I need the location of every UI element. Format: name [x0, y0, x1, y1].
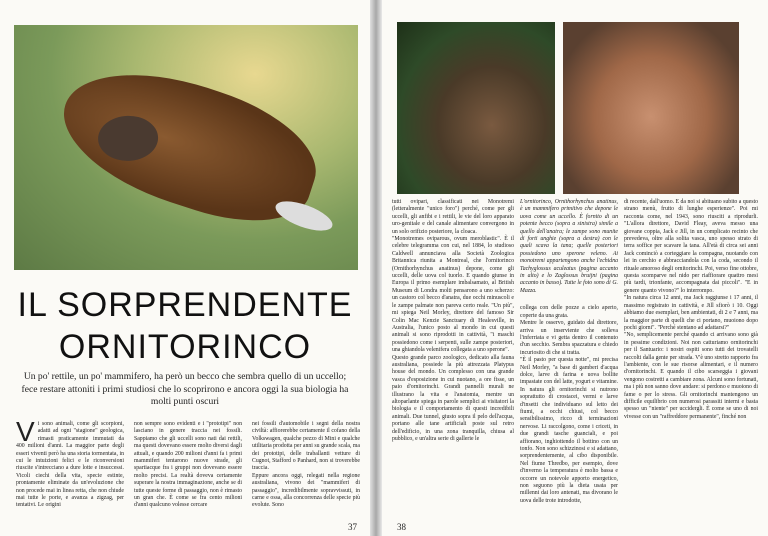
column-text: i sono animali, come gli scorpioni, adatti ad ogni "stagione" geologica, rimasti praticamente immutati da 400 milioni d'anni. La maggior parte degli esseri viventi però ha una storia tormentata, in cui le intuizioni felici e le riconversioni riuscite s'intrecciano a dure lotte e insuccessi. Vicoli ciechi della vita, specie estinte, prontamente eliminate da un'evoluzione che non procede mai in linea retta, che non chiude mai tutte le porte, e avanza a zigzag, per tentativi. Le origini [16, 421, 124, 509]
page-number: 37 [348, 522, 357, 532]
platypus-claws-photo [563, 22, 739, 194]
book-gutter [370, 0, 382, 536]
body-column-1 [16, 416, 124, 510]
platypus-bill-photo [397, 22, 555, 194]
left-page [0, 0, 370, 536]
article-title-line2: ORNITORINCO [58, 328, 312, 366]
right-page [382, 0, 768, 536]
platypus-swimming-photo [14, 25, 358, 270]
body-column-1: tutti ovipari, classificati nei Monotremi (letteralmente "unico foro") perché, come per gli uccelli, gli anfibi e i rettili, le vie del loro apparato uro-genitale e del canale alimentare convergono in un solo orifizio posteriore, la cloaca. "Monotremes oviparous, ovum meroblastic". È il celebre telegramma con cui, nel 1884, lo studioso Caldwell annunciava alla Società Zoologica Britannica riunita a Montreal, che l'ornitorinco (Ornithorhynchus anatinus) depone, come gli uccelli, delle uova col tuorlo. E quando giunse in Europa il primo esemplare imbalsamato, al British Museum di Londra molti pensarono a uno scherzo: un castoro col becco d'anatra, due occhi minuscoli e le zampe palmate non pareva certo reale. "Un più", mi spiega Neil Morley, direttore del famoso Sir Colin Mac Kenzie Sanctuary di Healesville, in Australia, l'unico posto al mondo in cui questi animali si sono riprodotti in cattività, "i maschi possiedono come i serpenti, sulle zampe posteriori, una ghiandola velenifera collegata a uno sperone". Questo grande parco zoologico, dedicato alla fauna australiana, possiede la più attrezzata Platypus house del mondo. Un complesso con una grande vasca d'esposizione in cui nuotano, a ore fisse, un paio d'ornitorinchi. Grandi pannelli murali ne illustrano la vita e l'anatomia, mentre un altoparlante spiega in parole semplici ai visitatori la biologia e il comportamento di questi incredibili animali. Due tunnel, giusto sopra il pelo dell'acqua, portano alle tane artificiali poste sul retro dell'edificio, in una zona tranquilla, chiusa al pubblico, e un'altra serie di gallerie le [392, 199, 514, 442]
photo-caption: L'ornitorinco, Ornithorhynchus anatinus, è un mammifero primitivo che depone le uova come un uccello. È fornito di un potente becco (sopra a sinistra) simile a quello dell'anatra; le zampe sono munite di forti unghie (sopra a destra) con le quali scava la tana; quelle posteriori possiedono uno sperone veleno. Ai monotremi appartengono anche l'echidna Tachyglossus aculeatus (pagina accanto in alto) e lo Zaglossus bruijni (pagina accanto in basso). Tutte le foto sono di G. Mazza. [520, 199, 618, 294]
article-title-line1: IL SORPRENDENTE [17, 286, 353, 324]
body-column-2-wrap [520, 199, 618, 505]
body-column-3: nei fossili d'automobile i segni della nostra civiltà: affiorerebbe certamente il cofano della Volkswagen, qualche pezzo di Mini e qualche utilitaria prodotta per anni su grande scala, ma dei prototipi, delle traballanti vetture di Cugnot, Stafford o Panhard, non si troverebbe traccia. Eppure ancora oggi, relegati nella regione australiana, vivono dei "mammiferi di passaggio", incredibilmente sopravvissuti, in carne e ossa, alla concorrenza delle specie più evolute. Sono [252, 421, 360, 509]
body-column-2: non sempre sono evidenti e i "prototipi" non lasciano in genere traccia nei fossili. Sappiamo che gli uccelli sono nati dai rettili, ma questi dovevano essere molto diversi dagli attuali, e quando 200 milioni d'anni fa i primi mammiferi tentarono nuove strade, gli spartiacque fra i gruppi non dovevano essere molto precisi. La realtà doveva certamente superare la nostra immaginazione, anche se di tutte queste forme di passaggio, non è rimasto un gran che. È come se fra cento milioni d'anni qualcuno volesse cercare [134, 421, 242, 509]
drop-cap: V [16, 416, 35, 447]
body-column-3: di recente, dall'uomo. E da noi si abituano subito a questo strano menù, frutto di lunghe esperienze". Poi mi racconta come, nel 1943, sono riusciti a riprodurli. "L'allora direttore, David Fleay, aveva messo una giovane coppia, Jack e Jill, in un complicato recinto che prevedeva, oltre alla solita vasca, uno spesso strato di terra soffice per scavare la tana. All'età di circa sei anni Jack cominciò a corteggiare la compagna, nuotando con lei in cerchio e abbracciandola con la coda, secondo il rituale amoroso degli ornitorinchi. Poi, verso fine ottobre, questa scomparve nel nido per riaffiorare quattro mesi più tardi, trionfante, accompagnata dai piccoli". "E in genere quanto vivono?" lo interrompo. "In natura circa 12 anni, ma Jack raggiunse i 17 anni, il massimo registrato in cattività, e Jill sfiorò i 10. Oggi abbiamo due esemplari, ben ambientati, di 2 e 7 anni, ma la maggior parte di quelli che ci portano, muoiono dopo pochi giorni". "Perché stentano ad adattarsi?" "No, semplicemente perché quando ci arrivano sono già in pessime condizioni. Noi non catturiamo ornitorinchi per il Santuario: i nostri ospiti sono tutti dei trovatelli raccolti dalla gente per strada. V'è uno stretto rapporto fra l'ambiente, con le sue risorse alimentari, e il numero d'ornitorinchi. E quando il cibo scarseggia i giovani vengono costretti a cambiare zona. Alcuni sono fortunati, ma i più non sanno dove andare: si perdono e muoiono di fame o per lo stress. Gli ornitorinchi mantengono un difficile equilibrio con numerosi parassiti interni e basta spesso un "niente" per uccidergli. È come se uno di noi vivesse con un "raffreddore permanente", finché non [624, 199, 758, 420]
body-column-2: collega con delle pozze a cielo aperto, coperte da una grata. Mentre le osservo, guidato dal direttore, arriva un inserviente che solleva l'inferriata e vi getta dentro il contenuto d'un secchio. Sembra spazzatura e chiedo incuriosito di che si tratta. "È il pasto per questa notte", mi precisa Neil Morley, "a base di gamberi d'acqua dolce, larve di farina e uova bollite impastate con del latte, yogurt e vitamine. In natura gli ornitorinchi si nutrono soprattutto di crostacei, vermi e larve d'insetti che individuano sul letto dei fiumi, a occhi chiusi, col becco sensibilissimo, ricco di terminazioni nervose. Li raccolgono, come i criceti, in due grandi tasche guanciali, e poi affiorano, inghiottendo il bottino con un tonfo. Non sono schizzinosi e si adattano, sorprendentemente, al cibo disponibile. Nel fiume Thredbo, per esempio, dove d'inverno la temperatura è molto bassa e occorre un notevole apporto energetico, non seguono più la dieta usata per millenni dai loro antenati, ma divorano le uova delle trote introdotte, [520, 305, 618, 504]
page-number: 38 [397, 522, 406, 532]
platypus-bill [97, 115, 159, 162]
article-subtitle: Un po' rettile, un po' mammifero, ha però un becco che sembra quello di un uccello; fece restare attoniti i primi studiosi che lo scoprirono e ancora oggi la sua biologia ha molti punti oscuri [21, 371, 349, 407]
